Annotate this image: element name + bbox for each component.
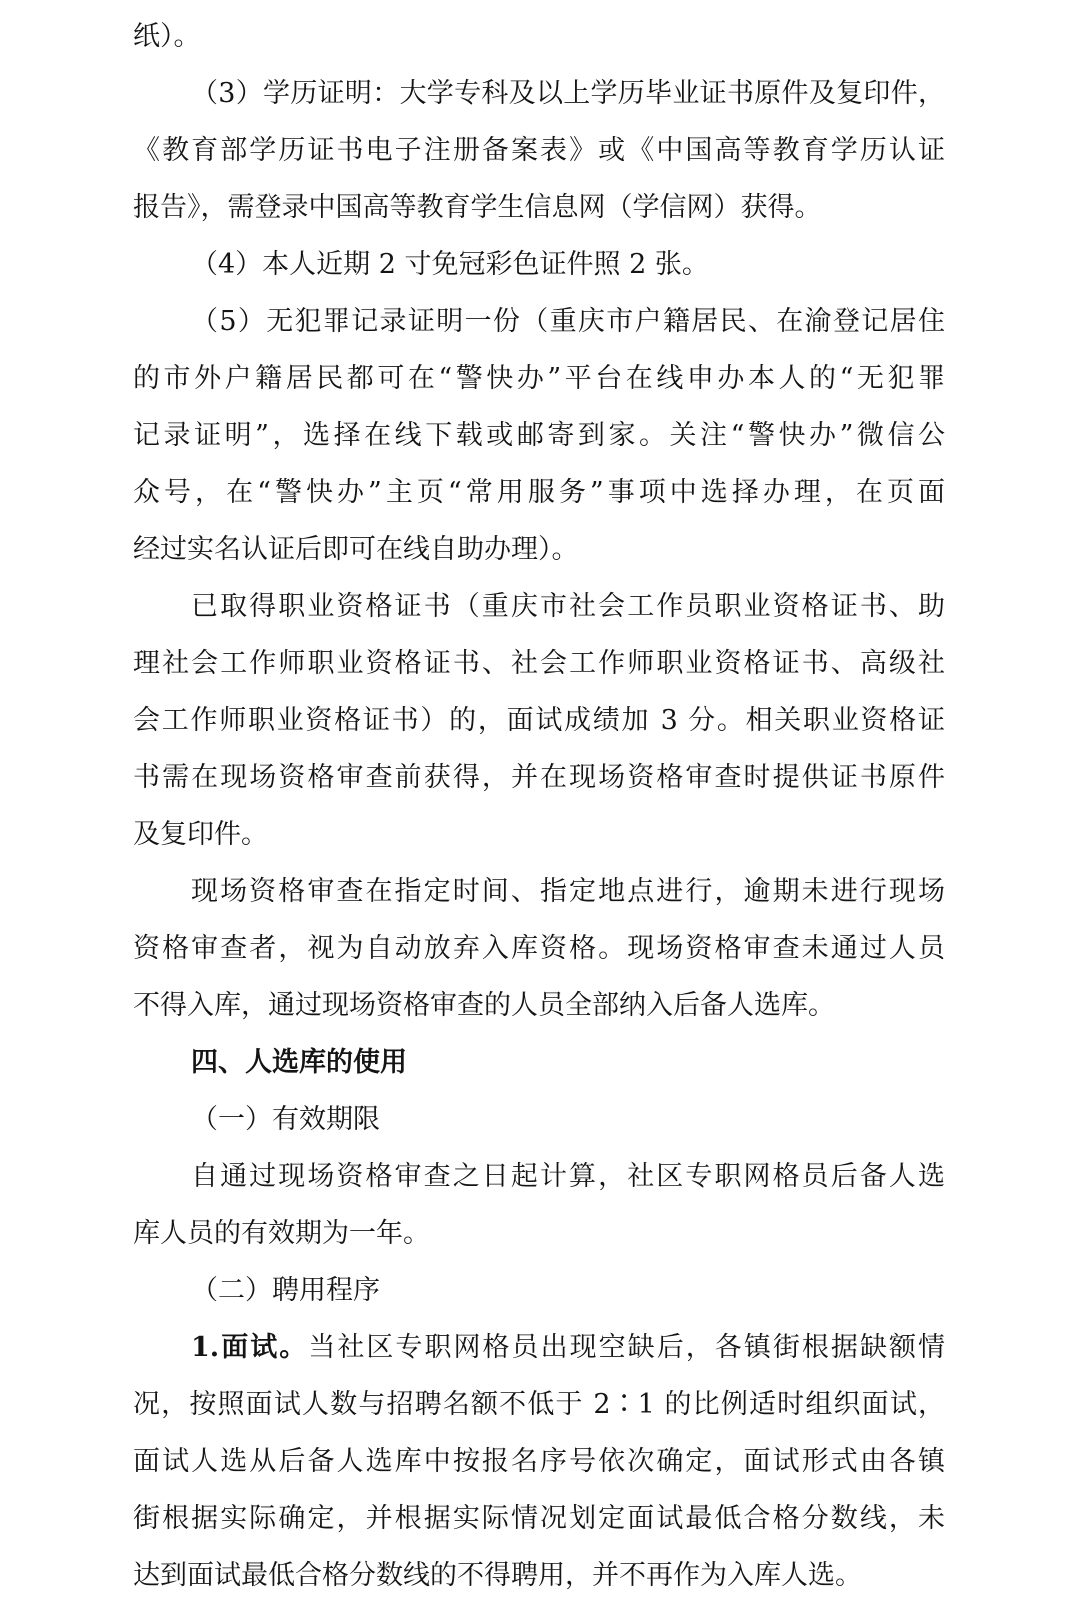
paragraph-line: 自通过现场资格审查之日起计算，社区专职网格员后备人选 — [191, 1161, 945, 1192]
document-page — [133, 8, 945, 1604]
paragraph-line: 达到面试最低合格分数线的不得聘用，并不再作为入库人选。 — [133, 1560, 862, 1591]
paragraph-line: 书需在现场资格审查前获得，并在现场资格审查时提供证书原件 — [133, 762, 945, 793]
step-label: 1.面试。 — [191, 1332, 309, 1363]
paragraph-line: 纸）。 — [133, 21, 201, 52]
paragraph-line — [133, 1319, 945, 1376]
paragraph-line: 《教育部学历证书电子注册备案表》或《中国高等教育学历认证 — [133, 135, 945, 166]
paragraph-line: 理社会工作师职业资格证书、社会工作师职业资格证书、高级社 — [133, 648, 945, 679]
paragraph-line: 街根据实际确定，并根据实际情况划定面试最低合格分数线，未 — [133, 1503, 945, 1534]
paragraph-line: 报告》，需登录中国高等教育学生信息网（学信网）获得。 — [133, 192, 822, 223]
paragraph-line: 已取得职业资格证书（重庆市社会工作员职业资格证书、助 — [191, 591, 945, 622]
paragraph-line: 不得入库，通过现场资格审查的人员全部纳入后备人选库。 — [133, 990, 835, 1021]
subsection-heading: （一）有效期限 — [191, 1104, 380, 1135]
paragraph-line: 众号，在“警快办”主页“常用服务”事项中选择办理，在页面 — [133, 477, 945, 508]
paragraph-line: 资格审查者，视为自动放弃入库资格。现场资格审查未通过人员 — [133, 933, 945, 964]
step-text: 当社区专职网格员出现空缺后，各镇街根据缺额情 — [308, 1332, 945, 1363]
paragraph-line: （5）无犯罪记录证明一份（重庆市户籍居民、在渝登记居住 — [191, 306, 945, 337]
paragraph-line: （3）学历证明：大学专科及以上学历毕业证书原件及复印件， — [191, 78, 945, 109]
section-heading: 四、人选库的使用 — [191, 1047, 407, 1078]
paragraph-line: 面试人选从后备人选库中按报名序号依次确定，面试形式由各镇 — [133, 1446, 945, 1477]
paragraph-line: 经过实名认证后即可在线自助办理）。 — [133, 534, 579, 565]
paragraph-line: 及复印件。 — [133, 819, 268, 850]
paragraph-line: 会工作师职业资格证书）的，面试成绩加 3 分。相关职业资格证 — [133, 705, 945, 736]
paragraph-line: （4）本人近期 2 寸免冠彩色证件照 2 张。 — [191, 249, 709, 280]
paragraph-line: 现场资格审查在指定时间、指定地点进行，逾期未进行现场 — [191, 876, 945, 907]
subsection-heading: （二）聘用程序 — [191, 1275, 380, 1306]
paragraph-line: 记录证明”，选择在线下载或邮寄到家。关注“警快办”微信公 — [133, 420, 945, 451]
paragraph-line: 况，按照面试人数与招聘名额不低于 2∶1 的比例适时组织面试， — [133, 1389, 945, 1420]
paragraph-line: 的市外户籍居民都可在“警快办”平台在线申办本人的“无犯罪 — [133, 363, 945, 394]
paragraph-line: 库人员的有效期为一年。 — [133, 1218, 430, 1249]
